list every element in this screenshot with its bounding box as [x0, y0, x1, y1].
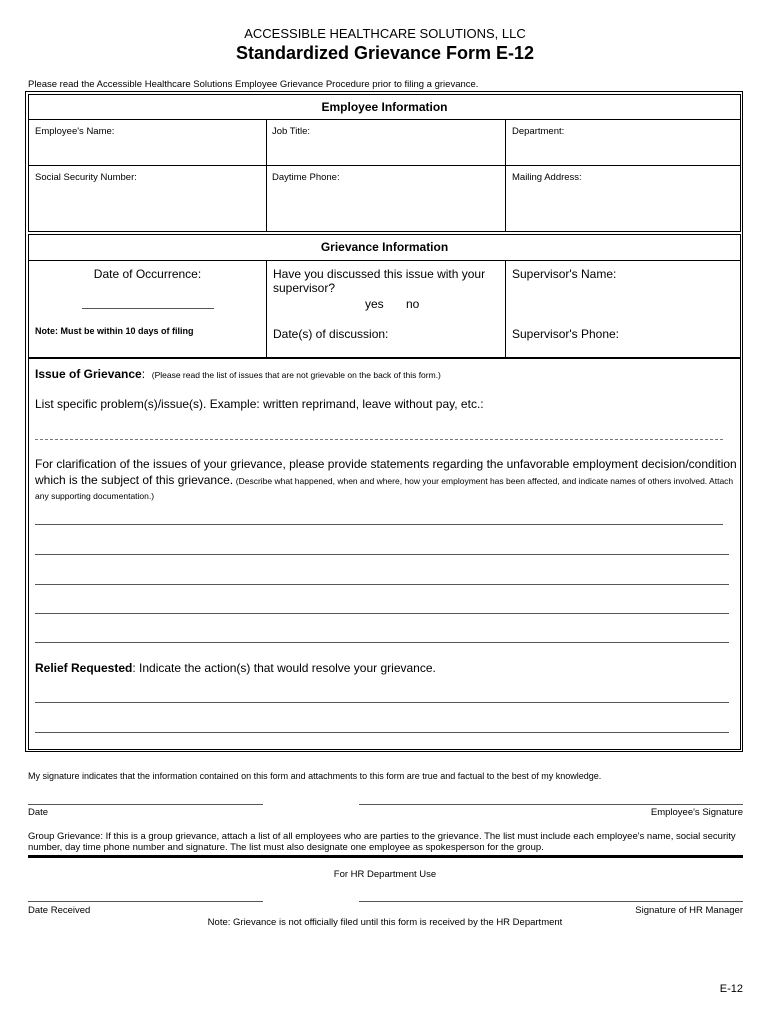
date-signature-line[interactable]	[28, 804, 263, 805]
date-note: Note: Must be within 10 days of filing	[35, 326, 194, 336]
hr-divider	[28, 855, 743, 858]
issue-section	[28, 358, 741, 750]
date-received-line[interactable]	[28, 901, 263, 902]
form-title: Standardized Grievance Form E-12	[235, 43, 535, 63]
issue-label: Issue of Grievance	[35, 367, 142, 381]
no-option[interactable]: no	[406, 297, 420, 311]
list-prompt: List specific problem(s)/issue(s). Example: written reprimand, leave without pay, etc.:	[35, 397, 484, 411]
relief-line-2[interactable]	[35, 732, 729, 733]
signature-statement: My signature indicates that the information contained on this form and attachments to this form are true and factual to the best of my knowledge.	[28, 771, 602, 781]
hr-signature-label: Signature of HR Manager	[635, 905, 743, 916]
hr-note: Note: Grievance is not officially filed until this form is received by the HR Department	[207, 917, 563, 928]
supervisor-name-field[interactable]: Supervisor's Name:	[512, 267, 617, 281]
grievance-info-section	[28, 234, 741, 358]
relief-text: : Indicate the action(s) that would resolve your grievance.	[132, 661, 436, 675]
hr-signature-line[interactable]	[359, 901, 743, 902]
employee-signature-line[interactable]	[359, 804, 743, 805]
employee-info-section	[28, 94, 741, 232]
supervisor-phone-field[interactable]: Supervisor's Phone:	[512, 327, 620, 341]
date-label: Date	[28, 807, 49, 818]
hr-heading: For HR Department Use	[333, 869, 437, 880]
issue-colon: :	[141, 367, 146, 381]
employee-info-heading: Employee Information	[321, 100, 448, 114]
issue-list-input[interactable]	[35, 439, 723, 440]
statement-line-5[interactable]	[35, 642, 729, 643]
form-code: E-12	[719, 983, 743, 995]
statement-line-2[interactable]	[35, 554, 729, 555]
daytime-phone-field[interactable]: Daytime Phone:	[272, 172, 340, 183]
ssn-field[interactable]: Social Security Number:	[35, 172, 137, 183]
clarification-text	[35, 457, 737, 504]
employee-name-field[interactable]: Employee's Name:	[35, 126, 115, 137]
intro-text: Please read the Accessible Healthcare Solutions Employee Grievance Procedure prior to filing a grievance.	[28, 79, 479, 90]
issue-note: (Please read the list of issues that are not grievable on the back of this form.)	[151, 370, 441, 380]
employee-signature-label: Employee's Signature	[650, 807, 743, 818]
issue-heading	[35, 367, 441, 381]
relief-heading	[35, 661, 436, 675]
statement-line-4[interactable]	[35, 613, 729, 614]
statement-line-1[interactable]	[35, 524, 723, 525]
discussed-question: Have you discussed this issue with your supervisor?	[273, 267, 486, 295]
relief-line-1[interactable]	[35, 702, 729, 703]
yes-option[interactable]: yes	[365, 297, 384, 311]
company-name: ACCESSIBLE HEALTHCARE SOLUTIONS, LLC	[244, 26, 526, 41]
clarification-note: (Describe what happened, when and where, how your employment has been affected, and indicate names of others involved. Attach any supporting documentation.)	[35, 476, 734, 501]
mailing-address-field[interactable]: Mailing Address:	[512, 172, 582, 183]
date-received-label: Date Received	[28, 905, 91, 916]
job-title-field[interactable]: Job Title:	[272, 126, 311, 137]
grievance-info-heading: Grievance Information	[320, 240, 449, 254]
date-of-occurrence-input[interactable]	[82, 308, 214, 309]
group-grievance-text: Group Grievance: If this is a group grievance, attach a list of all employees who are parties to the grievance. The list must include each employee's name, social security number, day time phone number and signature. The list must also designate one employee as spokesperson for the group.	[28, 831, 736, 853]
statement-line-3[interactable]	[35, 584, 729, 585]
relief-label: Relief Requested	[35, 661, 133, 675]
dates-of-discussion-field[interactable]: Date(s) of discussion:	[273, 327, 389, 341]
department-field[interactable]: Department:	[512, 126, 565, 137]
date-of-occurrence-label: Date of Occurrence:	[93, 267, 202, 281]
clarification-main: For clarification of the issues of your grievance, please provide statements regarding the unfavorable employment decision/condition which is the subject of this grievance.	[35, 457, 737, 487]
